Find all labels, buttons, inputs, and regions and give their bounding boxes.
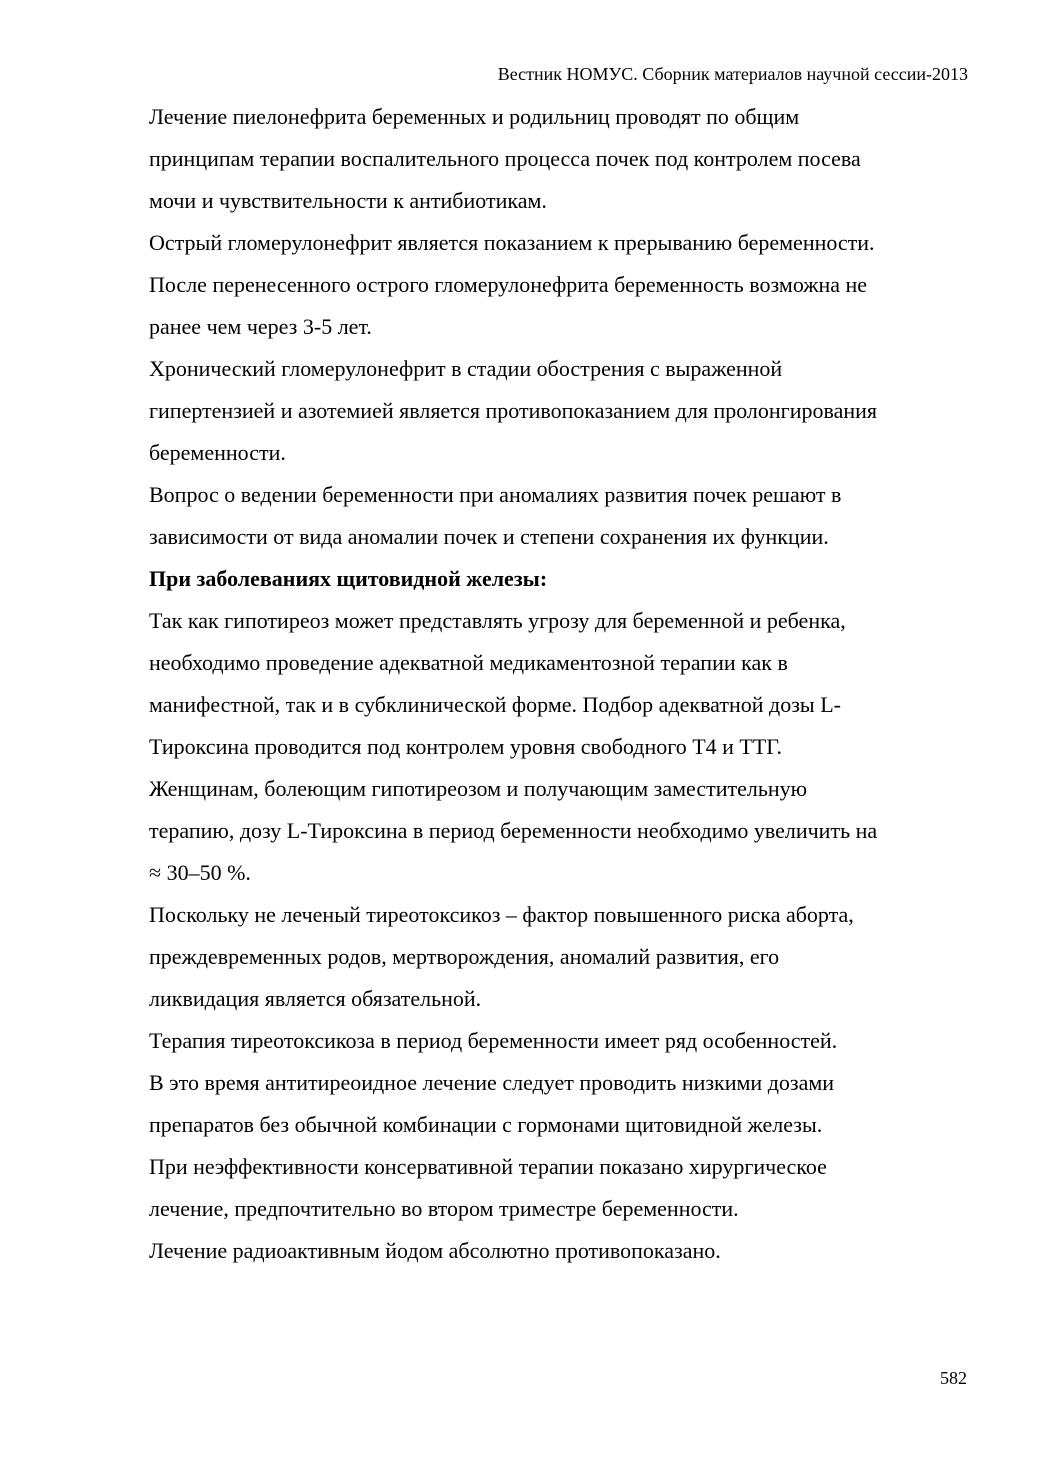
text-line: Острый гломерулонефрит является показанием к прерыванию беременности. (149, 230, 875, 255)
text-line: В это время антитиреоидное лечение следует проводить низкими дозами (149, 1070, 835, 1095)
text-line: Так как гипотиреоз может представлять угрозу для беременной и ребенка, (149, 608, 846, 633)
text-line: принципам терапии воспалительного процесса почек под контролем посева (149, 146, 861, 171)
text-line: манифестной, так и в субклинической форме. Подбор адекватной дозы L- (149, 692, 841, 717)
text-line: терапию, дозу L-Тироксина в период беременности необходимо увеличить на (149, 818, 878, 843)
text-line: беременности. (149, 440, 286, 465)
text-line: Вопрос о ведении беременности при аномалиях развития почек решают в (149, 482, 842, 507)
text-line: Хронический гломерулонефрит в стадии обострения с выраженной (149, 356, 783, 381)
text-line: ранее чем через 3-5 лет. (149, 314, 372, 339)
text-line: лечение, предпочтительно во втором триместре беременности. (149, 1196, 739, 1221)
text-line: Тироксина проводится под контролем уровня свободного Т4 и ТТГ. (149, 734, 783, 759)
text-line: преждевременных родов, мертворождения, аномалий развития, его (149, 944, 780, 969)
page-number: 582 (940, 1368, 967, 1388)
text-line: Поскольку не леченый тиреотоксикоз – фактор повышенного риска аборта, (149, 902, 854, 927)
text-line: Женщинам, болеющим гипотиреозом и получающим заместительную (149, 776, 808, 801)
text-line: препаратов без обычной комбинации с гормонами щитовидной железы. (149, 1112, 823, 1137)
text-line: ликвидация является обязательной. (149, 986, 482, 1011)
text-line: зависимости от вида аномалии почек и степени сохранения их функции. (149, 524, 829, 549)
text-line: После перенесенного острого гломерулонефрита беременность возможна не (149, 272, 868, 297)
text-line: гипертензией и азотемией является противопоказанием для пролонгирования (149, 398, 878, 423)
running-header: Вестник НОМУС. Сборник материалов научной сессии-2013 (497, 64, 968, 84)
text-line: Лечение пиелонефрита беременных и родильниц проводят по общим (149, 104, 800, 129)
section-heading: При заболеваниях щитовидной железы: (149, 566, 548, 591)
text-line: При неэффективности консервативной терапии показано хирургическое (149, 1154, 827, 1179)
body-text (149, 96, 979, 1272)
text-line: мочи и чувствительности к антибиотикам. (149, 188, 547, 213)
text-line: необходимо проведение адекватной медикаментозной терапии как в (149, 650, 788, 675)
text-line: Терапия тиреотоксикоза в период беременности имеет ряд особенностей. (149, 1028, 838, 1053)
text-line: ≈ 30–50 %. (149, 860, 251, 885)
text-line: Лечение радиоактивным йодом абсолютно противопоказано. (149, 1238, 721, 1263)
